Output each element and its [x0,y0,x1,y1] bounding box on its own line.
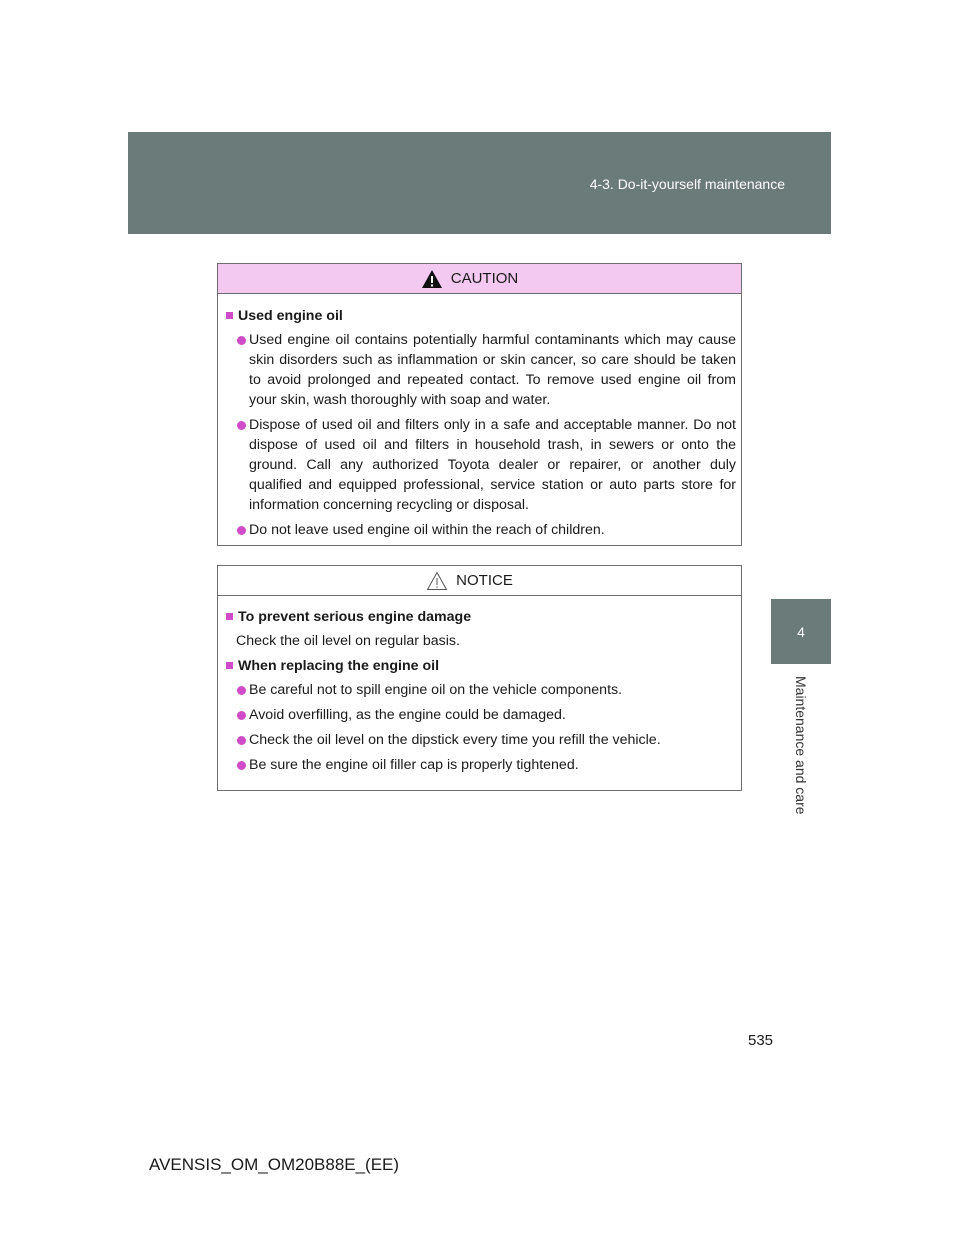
notice-text: Check the oil level on regular basis. [236,633,460,649]
notice-bullet: Check the oil level on the dipstick every time you refill the vehicle. [226,730,736,750]
notice-bullet: Avoid overfilling, as the engine could be damaged. [226,705,736,725]
notice-heading-text: When replacing the engine oil [238,658,440,674]
notice-heading [226,656,736,676]
caution-bullet: Dispose of used oil and filters only in a safe and acceptable manner. Do not dispose of used oil and filters in household trash, in sewers or onto the ground. Call any authorized Toyota dealer or repairer, or another duly qualified and equipped professional, service station or auto parts store for information concerning recycling or disposal. [226,415,736,515]
notice-bullet: Be sure the engine oil filler cap is properly tightened. [226,755,736,775]
caution-box [217,263,742,546]
notice-header [218,566,741,596]
chapter-number: 4 [797,623,805,640]
notice-heading-text: To prevent serious engine damage [238,609,472,625]
caution-bullet: Do not leave used engine oil within the reach of children. [226,520,736,540]
square-bullet-icon [226,312,233,319]
caution-heading-text: Used engine oil [238,308,343,324]
header-band [128,132,831,234]
notice-heading [226,607,736,627]
notice-bullet: Be careful not to spill engine oil on the vehicle components. [226,680,736,700]
caution-header [218,264,741,294]
caution-heading [226,306,736,326]
chapter-tab [771,599,831,664]
warning-outline-icon [426,571,448,591]
chapter-label: Maintenance and care [793,676,809,815]
caution-bullet: Used engine oil contains potentially harmful contaminants which may cause skin disorders such as inflammation or skin cancer, so care should be taken to avoid prolonged and repeated contact. To remove used engine oil from your skin, wash thoroughly with soap and water. [226,330,736,410]
warning-icon [421,269,443,289]
footer-code: AVENSIS_OM_OM20B88E_(EE) [149,1155,400,1174]
caution-title: CAUTION [450,270,519,287]
square-bullet-icon [226,662,233,669]
notice-title: NOTICE [456,572,513,589]
section-title: 4-3. Do-it-yourself maintenance [589,176,785,192]
square-bullet-icon [226,613,233,620]
page-number: 535 [748,1032,774,1049]
notice-box [217,565,742,791]
